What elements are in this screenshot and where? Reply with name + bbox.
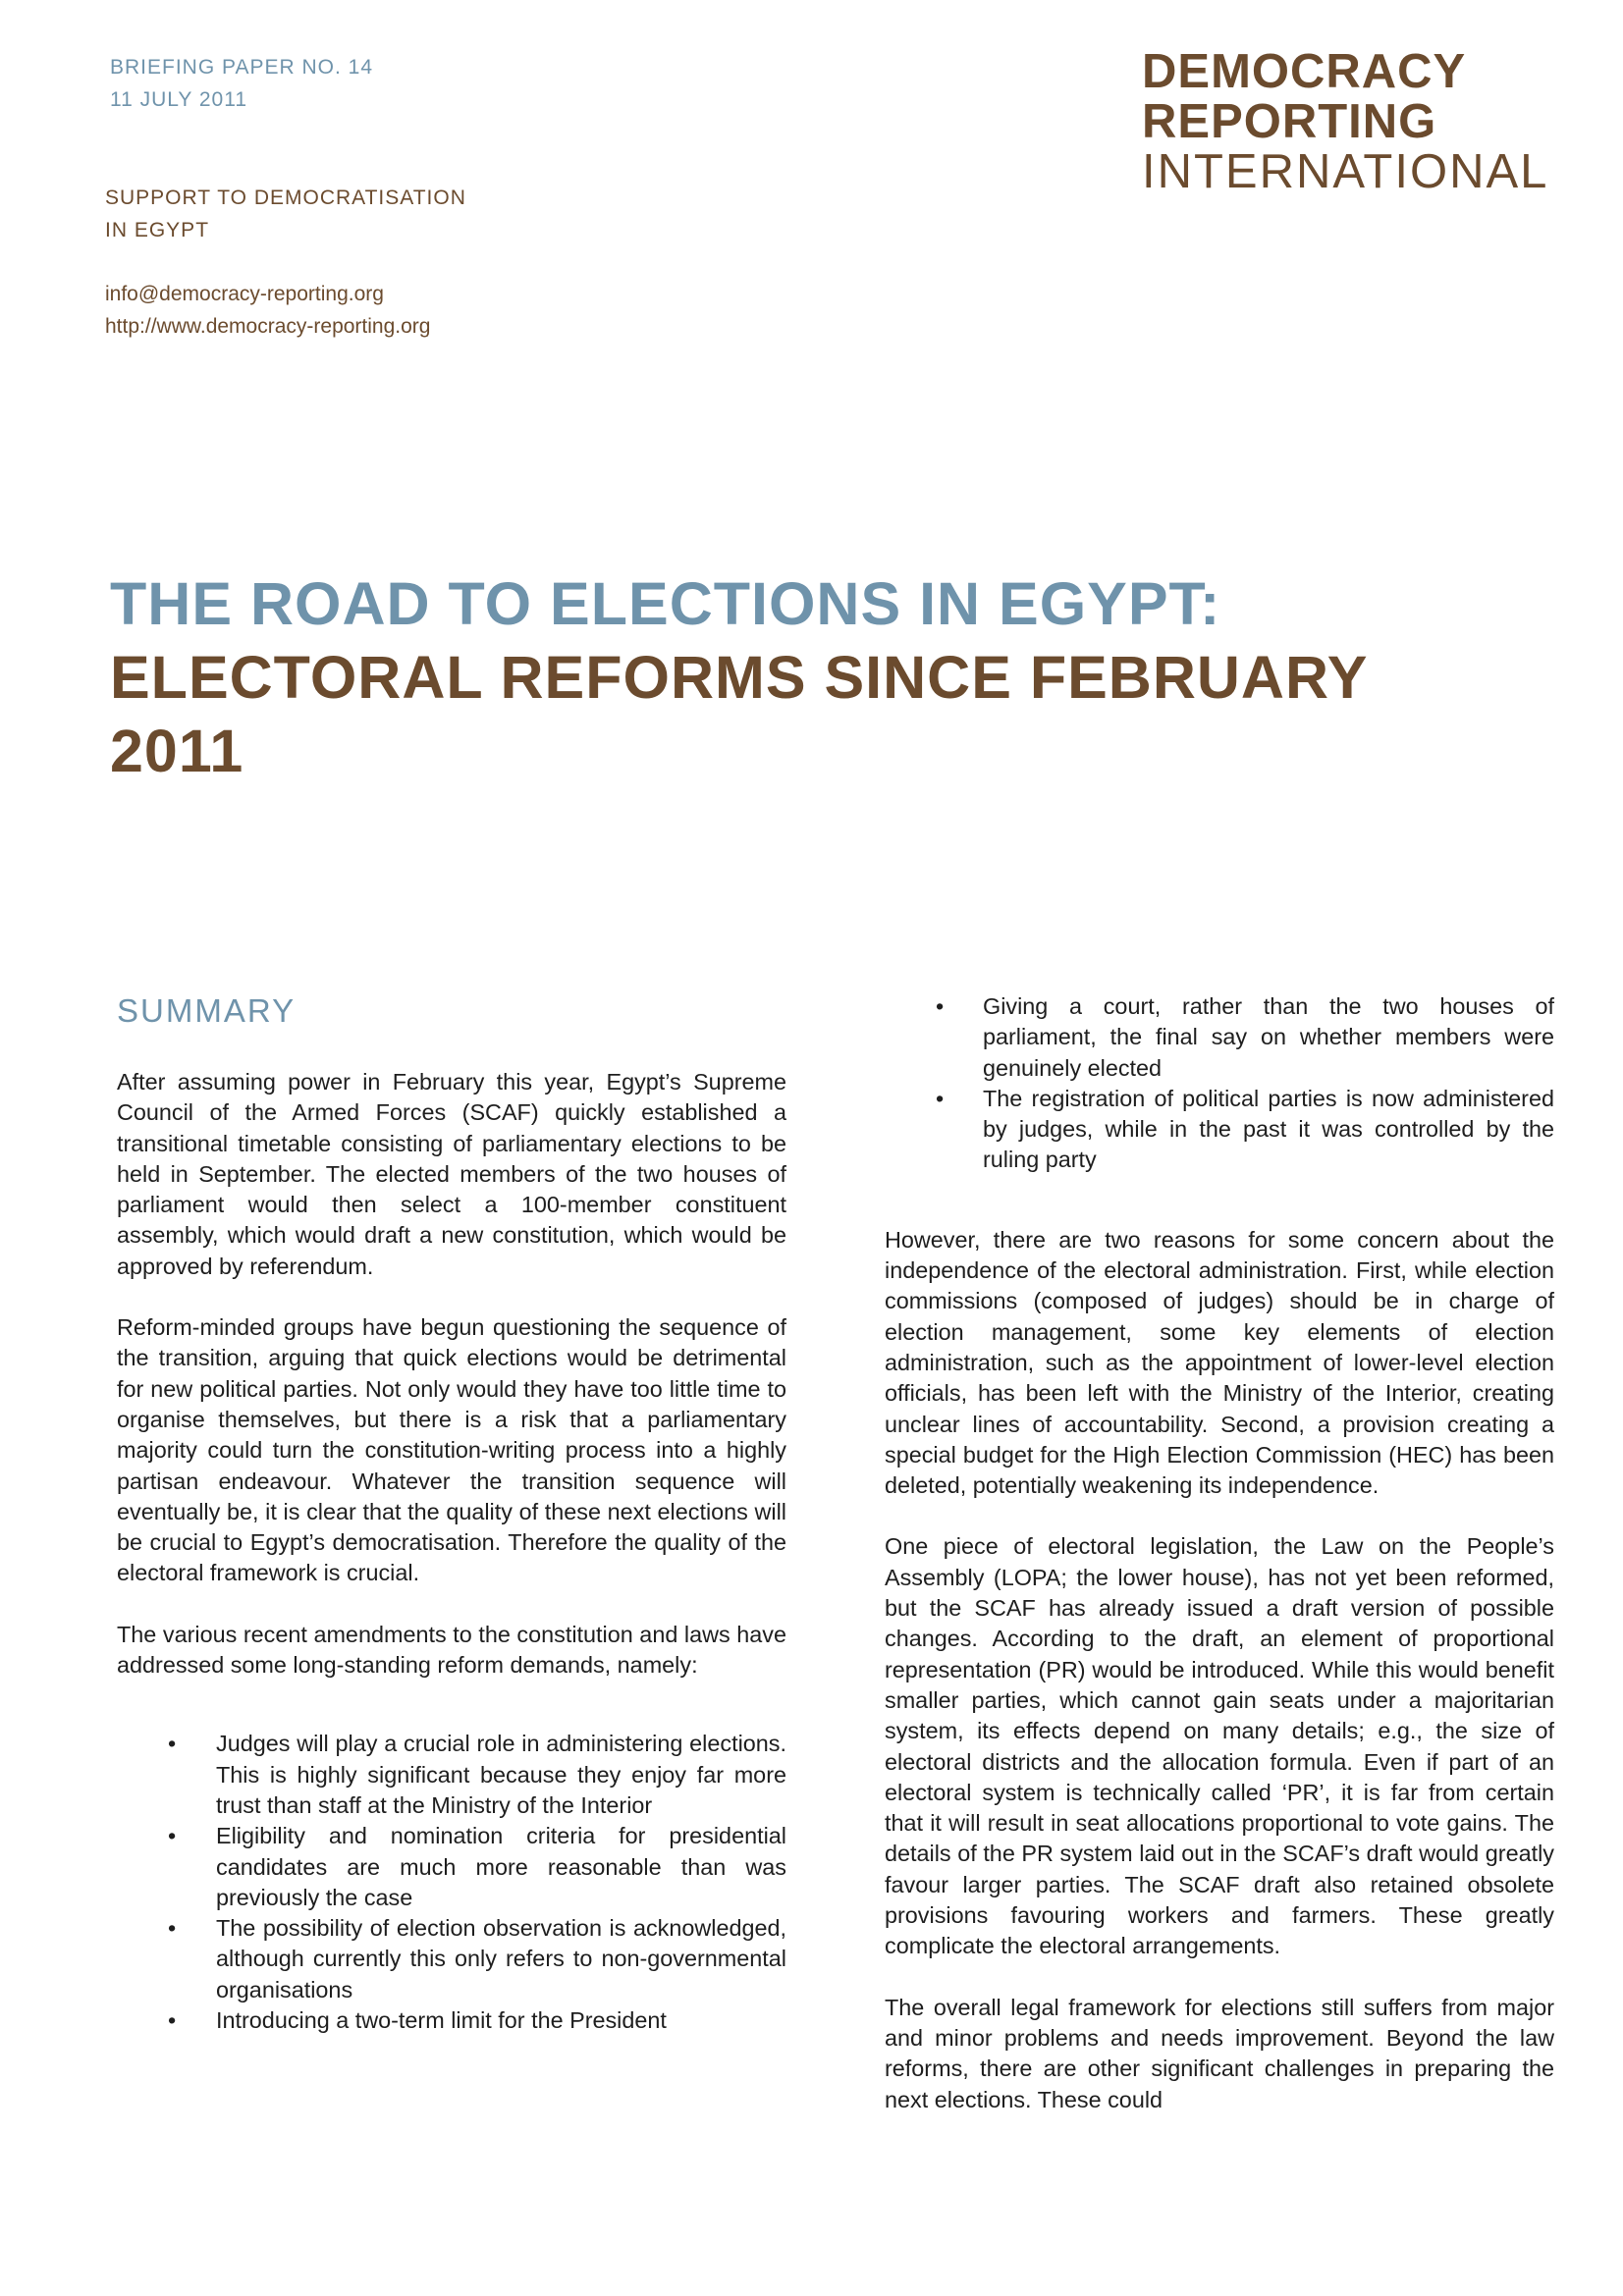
summary-paragraph: The overall legal framework for elections still suffers from major and minor problems and needs improvement. Beyond the law reforms, there are other significant challenges in preparing the next elections. These could xyxy=(885,1994,1554,2112)
program-line-2: IN EGYPT xyxy=(105,219,210,241)
summary-paragraph: Reform-minded groups have begun questioning the sequence of the transition, arguing that quick elections would be detrimental for new political parties. Not only would they have too little time to organise themselves, but there is a risk that a parliamentary majority could turn the constitution-writing process into a highly partisan endeavour. Whatever the transition sequence will eventually be, it is clear that the quality of these next elections will be crucial to Egypt’s democratisation. Therefore the quality of the electoral framework is crucial. xyxy=(117,1314,786,1586)
summary-paragraph: The various recent amendments to the constitution and laws have addressed some long-standing reform demands, namely: xyxy=(117,1621,786,1679)
bullet-icon: • xyxy=(936,993,945,1019)
list-item-text: The possibility of election observation is acknowledged, although currently this only refers to non-governmental organisations xyxy=(216,1915,786,2002)
summary-paragraph: One piece of electoral legislation, the Law on the People’s Assembly (LOPA; the lower house), has not yet been reformed, but the SCAF has already issued a draft version of possible changes. According to the draft, an element of proportional representation (PR) would be introduced. While this would benefit smaller parties, which cannot gain seats under a majoritarian system, its effects depend on many details; e.g., the size of electoral districts and the allocation formula. Even if part of an electoral system is technically called ‘PR’, it is far from certain that it will result in seat allocations proportional to vote gains. The details of the PR system laid out in the SCAF’s draft would greatly favour larger parties. The SCAF draft also retained obsolete provisions favouring workers and farmers. These greatly complicate the electoral arrangements. xyxy=(885,1533,1554,1959)
bullet-icon: • xyxy=(168,1731,177,1757)
logo-line-2: REPORTING xyxy=(1142,95,1437,148)
list-item-text: Giving a court, rather than the two houses of parliament, the final say on whether members were genuinely elected xyxy=(983,993,1554,1081)
briefing-meta xyxy=(110,51,373,116)
list-item xyxy=(117,1913,786,2005)
bullet-icon: • xyxy=(168,1823,177,1849)
summary-heading: SUMMARY xyxy=(117,992,297,1029)
summary-paragraph: After assuming power in February this year, Egypt’s Supreme Council of the Armed Forces (SCAF) quickly established a transitional timetable consisting of parliamentary elections to be held in September. The elected members of the two houses of parliament would then select a 100-member constituent assembly, which would draft a new constitution, which would be approved by referendum. xyxy=(117,1069,786,1279)
list-item xyxy=(117,1821,786,1913)
bullet-icon: • xyxy=(936,1085,945,1111)
paper-number: BRIEFING PAPER NO. 14 xyxy=(110,56,374,79)
dri-logo xyxy=(1142,47,1548,197)
contact-email: info@democracy-reporting.org xyxy=(105,283,384,305)
document-title xyxy=(110,567,1524,788)
logo-line-1: DEMOCRACY xyxy=(1142,45,1467,98)
list-item xyxy=(885,1084,1554,1176)
contact-website: http://www.democracy-reporting.org xyxy=(105,315,431,338)
reform-list-continued xyxy=(885,991,1554,1176)
list-item-text: Judges will play a crucial role in administering elections. This is highly significant because they enjoy far more trust than staff at the Ministry of the Interior xyxy=(216,1731,786,1818)
list-item xyxy=(885,991,1554,1084)
program-name xyxy=(105,182,466,246)
list-item-text: Introducing a two-term limit for the President xyxy=(216,2007,667,2034)
list-item-text: The registration of political parties is now administered by judges, while in the past it was controlled by the ruling party xyxy=(983,1085,1554,1173)
bullet-icon: • xyxy=(168,2007,177,2034)
reform-list xyxy=(117,1729,786,2036)
right-column xyxy=(885,991,1554,2146)
contact-info xyxy=(105,278,430,343)
paper-date: 11 JULY 2011 xyxy=(110,88,248,111)
list-item xyxy=(117,1729,786,1821)
bullet-icon: • xyxy=(168,1915,177,1942)
logo-line-3: INTERNATIONAL xyxy=(1142,145,1549,198)
program-line-1: SUPPORT TO DEMOCRATISATION xyxy=(105,187,466,209)
list-item-text: Eligibility and nomination criteria for presidential candidates are much more reasonable than was previously the case xyxy=(216,1823,786,1910)
list-item xyxy=(117,2005,786,2036)
left-column xyxy=(117,991,786,2066)
title-line-2: ELECTORAL REFORMS SINCE FEBRUARY xyxy=(110,644,1369,711)
title-line-1: THE ROAD TO ELECTIONS IN EGYPT: xyxy=(110,570,1221,637)
title-line-3: 2011 xyxy=(110,718,244,784)
summary-paragraph: However, there are two reasons for some concern about the independence of the electoral administration. First, while election commissions (composed of judges) should be in charge of election management, some key elements of election administration, such as the appointment of lower-level election officials, has been left with the Ministry of the Interior, creating unclear lines of accountability. Second, a provision creating a special budget for the High Election Commission (HEC) has been deleted, potentially weakening its independence. xyxy=(885,1226,1554,1499)
